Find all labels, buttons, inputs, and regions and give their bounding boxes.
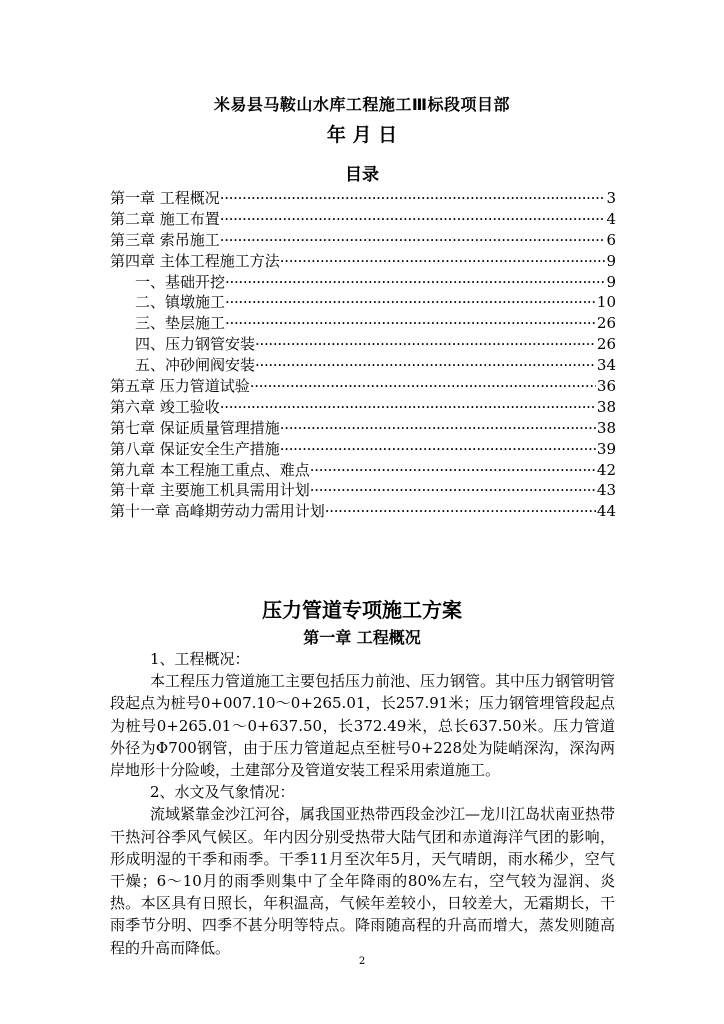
- toc-dot-leader: [220, 397, 596, 418]
- toc-entry-label: 三、垫层施工: [135, 314, 226, 333]
- toc-dot-leader: [225, 272, 605, 293]
- toc-dot-leader: [280, 251, 606, 272]
- table-of-contents: [110, 188, 616, 522]
- page-number: 2: [358, 956, 366, 967]
- toc-entry-label: 第五章 压力管道试验: [110, 377, 250, 395]
- toc-entry[interactable]: [110, 313, 616, 334]
- toc-dot-leader: [220, 188, 606, 209]
- toc-dot-leader: [280, 418, 596, 439]
- toc-entry-label: 一、基础开挖: [135, 272, 226, 291]
- toc-entry-page: 9: [606, 272, 616, 291]
- toc-dot-leader: [310, 480, 596, 501]
- toc-entry-page: 44: [596, 502, 616, 521]
- paragraph-hydrology-climate: 流域紧靠金沙江河谷，属我国亚热带西段金沙江—龙川江岛状南亚热带干热河谷季风气候区。年内因分别受热带大陆气团和赤道海洋气团的影响，形成明湿的干季和雨季。干季11月至次年5月，天气晴朗，雨水稀少，空气干燥；6～10月的雨季则集中了全年降雨的80%左右，空气较为湿润、炎热。本区具有日照长，年积温高，气候年差较小，日较差大，无霜期长，干雨季节分明、四季不甚分明等特点。降雨随高程的升高而增大，蒸发则随高程的升高而降低。: [110, 805, 616, 957]
- toc-entry-label: 第一章 工程概况: [110, 188, 220, 207]
- toc-entry[interactable]: [110, 480, 616, 501]
- toc-entry-label: 二、镇墩施工: [135, 293, 226, 312]
- toc-entry[interactable]: [110, 188, 616, 209]
- toc-entry-label: 第二章 施工布置: [110, 209, 220, 228]
- toc-dot-leader: [310, 460, 596, 481]
- toc-entry-page: 38: [596, 397, 616, 416]
- toc-title: 目录: [345, 165, 379, 185]
- toc-dot-leader: [225, 292, 596, 313]
- toc-dot-leader: [220, 230, 606, 251]
- toc-dot-leader: [325, 501, 596, 522]
- toc-entry-page: 36: [596, 377, 616, 395]
- toc-entry[interactable]: [110, 376, 616, 397]
- toc-entry[interactable]: [110, 230, 616, 251]
- body-text: [110, 648, 615, 959]
- toc-entry-page: 26: [596, 314, 616, 333]
- toc-entry-label: 第十章 主要施工机具需用计划: [110, 481, 310, 500]
- plan-title: 压力管道专项施工方案: [262, 598, 462, 622]
- toc-entry[interactable]: [110, 272, 616, 293]
- toc-entry-label: 第九章 本工程施工重点、难点: [110, 460, 310, 479]
- chapter-title: 第一章 工程概况: [303, 628, 421, 647]
- toc-entry-page: 26: [596, 335, 616, 354]
- toc-entry-page: 34: [596, 356, 616, 375]
- toc-entry-page: 38: [596, 418, 616, 437]
- toc-entry-label: 第六章 竣工验收: [110, 397, 220, 416]
- toc-entry-page: 6: [606, 230, 616, 249]
- section-heading-project-overview: 1、工程概况：: [150, 650, 250, 668]
- toc-dot-leader: [225, 313, 596, 334]
- toc-entry[interactable]: [110, 209, 616, 230]
- toc-dot-leader: [255, 355, 596, 376]
- organization-title: 米易县马鞍山水库工程施工Ⅲ标段项目部: [213, 95, 511, 114]
- date-line: 年 月 日: [326, 124, 398, 146]
- toc-dot-leader: [250, 376, 596, 397]
- toc-entry[interactable]: [110, 355, 616, 376]
- toc-entry-label: 第三章 索吊施工: [110, 230, 220, 249]
- paragraph-project-overview: 本工程压力管道施工主要包括压力前池、压力钢管。其中压力钢管明管段起点为桩号0+007.10～0+265.01，长257.91米；压力钢管埋管段起点为桩号0+265.01～0+637.50，长372.49米，总长637.50米。压力管道外径为Φ700钢管，由于压力管道起点至桩号0+228处为陡峭深沟，深沟两岸地形十分险峻，土建部分及管道安装工程采用索道施工。: [110, 672, 616, 780]
- toc-entry-page: 9: [606, 251, 616, 270]
- toc-entry[interactable]: [110, 439, 616, 460]
- toc-entry-page: 3: [606, 188, 616, 207]
- toc-entry-label: 四、压力钢管安装: [135, 335, 256, 354]
- toc-entry-label: 五、冲砂闸阀安装: [135, 356, 256, 375]
- toc-entry[interactable]: [110, 334, 616, 355]
- toc-entry[interactable]: [110, 460, 616, 481]
- toc-entry[interactable]: [110, 251, 616, 272]
- toc-entry[interactable]: [110, 397, 616, 418]
- toc-entry[interactable]: [110, 501, 616, 522]
- toc-dot-leader: [280, 439, 596, 460]
- toc-entry-label: 第十一章 高峰期劳动力需用计划: [110, 502, 325, 521]
- toc-entry-page: 42: [596, 460, 616, 479]
- toc-dot-leader: [220, 209, 606, 230]
- toc-entry-label: 第八章 保证安全生产措施: [110, 439, 280, 458]
- section-heading-hydrology-climate: 2、水文及气象情况：: [150, 783, 295, 802]
- toc-dot-leader: [255, 334, 596, 355]
- toc-entry[interactable]: [110, 418, 616, 439]
- toc-entry-page: 43: [596, 481, 616, 500]
- toc-entry-page: 4: [606, 209, 616, 228]
- toc-entry-page: 39: [596, 439, 616, 458]
- toc-entry[interactable]: [110, 292, 616, 313]
- toc-entry-page: 10: [596, 293, 616, 312]
- toc-entry-label: 第四章 主体工程施工方法: [110, 251, 280, 270]
- toc-entry-label: 第七章 保证质量管理措施: [110, 418, 280, 437]
